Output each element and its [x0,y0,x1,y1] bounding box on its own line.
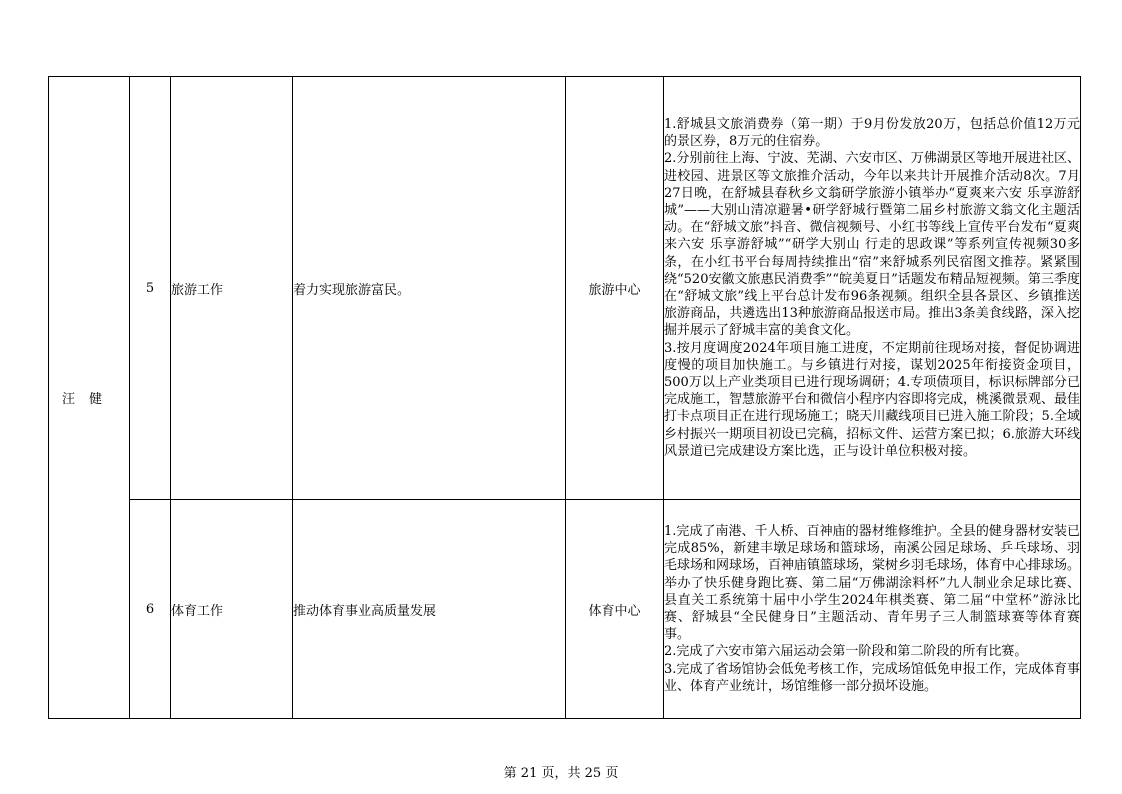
page-label-prefix: 第 [503,766,517,781]
table-row [49,77,1081,500]
responsible-unit: 体育中心 [566,500,664,719]
progress-paragraph: 1.完成了南港、千人桥、百神庙的器材维修维护。全县的健身器材安装已完成85%，新建丰墩足球场和篮球场，南溪公园足球场、乒乓球场、羽毛球场和网球场，百神庙镇篮球场，棠树乡羽毛球场，体育中心排球场。举办了快乐健身跑比赛、第二届“万佛湖涂料杯”九人制业余足球比赛、县直关工系统第十届中小学生2024年棋类赛、第二届“中堂杯”游泳比赛、舒城县“全民健身日”主题活动、青年男子三人制篮球赛等体育赛事。 [664,523,1081,643]
progress-paragraph: 2.完成了六安市第六届运动会第一阶段和第二阶段的所有比赛。 [664,644,1028,660]
work-category: 体育工作 [171,500,293,719]
page-total: 25 [584,766,602,781]
progress-paragraph: 3.完成了省场馆协会低免考核工作，完成场馆低免申报工作，完成体育事业、体育产业统计，场馆维修一部分损坏设施。 [664,661,1080,694]
responsible-person: 汪健 [49,77,130,719]
progress-paragraph: 2.分别前往上海、宁波、芜湖、六安市区、万佛湖景区等地开展进社区、进校园、进景区等文旅推介活动，今年以来共计开展推介活动8次。7月27日晚，在舒城县春秋乡文翁研学旅游小镇举办“夏爽来六安 乐享游舒城”——大别山清凉避暑•研学舒城行暨第二届乡村旅游文翁文化主题活动。在“舒城文旅”抖音、微信视频号、小红书等线上宣传平台发布“夏爽来六安 乐享游舒城”“研学大别山 行走的思政课”等系列宣传视频30多条，在小红书平台每周持续推出“宿”来舒城系列民宿图文推荐。紧紧围绕“520安徽文旅惠民消费季”“皖美夏日”话题发布精品短视频。第三季度在“舒城文旅”线上平台总计发布96条视频。组织全县各景区、乡镇推送旅游商品，共遴选出13种旅游商品报送市局。推出3条美食线路，深入挖掘并展示了舒城丰富的美食文化。 [664,151,1080,339]
table-row [49,500,1081,719]
work-task: 推动体育事业高质量发展 [293,500,566,719]
page-current: 21 [520,766,538,781]
work-category: 旅游工作 [171,77,293,500]
responsible-unit: 旅游中心 [566,77,664,500]
page-footer [0,762,1122,781]
row-number: 5 [130,77,171,500]
work-table [48,76,1081,719]
progress-content [664,77,1081,500]
work-task: 着力实现旅游富民。 [293,77,566,500]
row-number: 6 [130,500,171,719]
progress-content [664,500,1081,719]
page-label-suffix: 页 [605,766,619,781]
progress-paragraph: 3.按月度调度2024年项目施工进度，不定期前往现场对接，督促协调进度慢的项目加快施工。与乡镇进行对接，谋划2025年衔接资金项目，500万以上产业类项目已进行现场调研；4.专项债项目，标识标牌部分已完成施工，智慧旅游平台和微信小程序内容即将完成，桃溪微景观、最佳打卡点项目正在进行现场施工；晓天川藏线项目已进入施工阶段；5.全域乡村振兴一期项目初设已完稿，招标文件、运营方案已拟；6.旅游大环线风景道已完成建设方案比选，正与设计单位积极对接。 [664,340,1081,459]
page-label-mid: 页，共 [541,766,581,781]
progress-paragraph: 1.舒城县文旅消费券（第一期）于9月份发放20万，包括总价值12万元的景区券，8万元的住宿券。 [664,116,1080,150]
